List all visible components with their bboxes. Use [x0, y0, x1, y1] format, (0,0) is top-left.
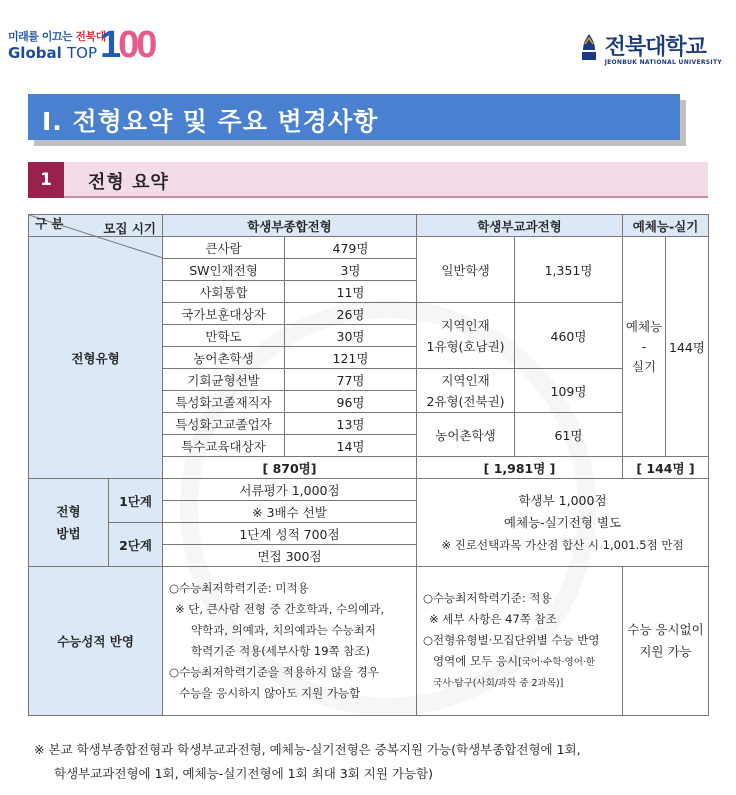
subsection-label — [64, 162, 708, 198]
slogan-brand: 전북대 — [75, 30, 106, 43]
subject-name-line2: 2유형(전북권) — [426, 393, 505, 409]
top100-one: 1 — [100, 24, 119, 66]
csat-comp-line: ○수능최저학력기준을 적용하지 않을 경우 — [169, 665, 379, 679]
subject-name-line2: 1유형(호남권) — [426, 338, 505, 354]
comp-count: 26명 — [285, 303, 417, 325]
col-header-arts: 예체능-실기 — [623, 215, 709, 237]
slogan-text: 미래를 이끄는 — [8, 30, 76, 43]
table-corner-cell — [29, 215, 163, 237]
stage1-label: 1단계 — [109, 479, 163, 523]
csat-arts-cell — [623, 567, 709, 716]
subject-count: 1,351명 — [515, 237, 623, 303]
section-title: Ⅰ. 전형요약 및 주요 변경사항 — [42, 107, 379, 136]
csat-subject-line: ○수능최저학력기준: 적용 — [423, 591, 552, 605]
arts-name — [623, 237, 666, 457]
table-header-row — [29, 215, 709, 237]
top100-zeros: 00 — [118, 24, 155, 66]
csat-comp-line: 수능을 응시하지 않아도 지원 가능함 — [179, 686, 361, 700]
csat-comprehensive-cell — [163, 567, 417, 716]
subsection-number: 1 — [28, 162, 64, 198]
comp-count: 77명 — [285, 369, 417, 391]
corner-bottom-label: 구 분 — [35, 216, 64, 231]
csat-subject-small: [국어·수학·영어·한 — [518, 657, 596, 668]
csat-subject-line: ○전형유형별·모집단위별 수능 반영 — [423, 633, 600, 647]
comp-name: 특성화고졸재직자 — [163, 391, 285, 413]
subject-count: 109명 — [515, 369, 623, 413]
comp-name: 큰사람 — [163, 237, 285, 259]
comp-count: 13명 — [285, 413, 417, 435]
col-header-subject: 학생부교과전형 — [417, 215, 623, 237]
top100-logo — [100, 24, 154, 67]
csat-subject-cell — [417, 567, 623, 716]
comp-name: 만학도 — [163, 325, 285, 347]
csat-row — [29, 567, 709, 716]
slogan-global: Global — [8, 44, 67, 62]
admission-summary-table — [28, 214, 709, 716]
method-label-1: 전형 — [56, 503, 81, 519]
csat-comp-line: 학력기준 적용(세부사항 19쪽 참조) — [191, 644, 370, 658]
arts-count: 144명 — [666, 237, 709, 457]
csat-subject-line-group — [423, 651, 616, 673]
subsection-title-bar — [28, 162, 708, 198]
subject-name-line1: 지역인재 — [441, 372, 490, 388]
comp-name: 농어촌학생 — [163, 347, 285, 369]
page-header — [0, 0, 736, 80]
total-arts: [ 144명 ] — [623, 457, 709, 479]
csat-comp-line: 약학과, 의예과, 치의예과는 수능최저 — [191, 623, 376, 637]
subject-name — [417, 369, 515, 413]
comp-name: 사회통합 — [163, 281, 285, 303]
slogan-top: TOP — [66, 44, 97, 62]
row-header-csat: 수능성적 반영 — [29, 567, 163, 716]
col-header-comprehensive: 학생부종합전형 — [163, 215, 417, 237]
csat-comp-line: ※ 단, 큰사람 전형 중 간호학과, 수의예과, — [175, 602, 385, 616]
university-name-en: JEONBUK NATIONAL UNIVERSITY — [604, 59, 722, 66]
comp-count: 30명 — [285, 325, 417, 347]
section-title-bar — [28, 94, 680, 140]
comp-count: 121명 — [285, 347, 417, 369]
arts-name-line1: 예체능 — [625, 318, 663, 334]
row-header-method — [29, 479, 109, 567]
subject-name — [417, 303, 515, 369]
csat-arts-line2: 지원 가능 — [639, 644, 692, 659]
method-label-2: 방법 — [56, 525, 81, 541]
comp-name: 기회균형선발 — [163, 369, 285, 391]
stage1-line1: 서류평가 1,000점 — [163, 479, 417, 501]
comp-name: 국가보훈대상자 — [163, 303, 285, 325]
total-comprehensive: [ 870명] — [163, 457, 417, 479]
csat-comp-line: ○수능최저학력기준: 미적용 — [169, 581, 309, 595]
comp-name: 특수교육대상자 — [163, 435, 285, 457]
footnote — [34, 738, 714, 786]
subject-method-line2: 예체능-실기전형 별도 — [503, 514, 622, 530]
comp-name: 특성화고교졸업자 — [163, 413, 285, 435]
footnote-line2: 학생부교과전형에 1회, 예체능-실기전형에 1회 최대 3회 지원 가능함) — [54, 766, 433, 781]
footnote-line1: ※ 본교 학생부종합전형과 학생부교과전형, 예체능-실기전형은 중복지원 가능(학생부종합전형에 1회, — [34, 742, 581, 757]
comp-count: 11명 — [285, 281, 417, 303]
subject-name: 일반학생 — [417, 237, 515, 303]
slogan-logo — [8, 28, 106, 62]
comp-count: 14명 — [285, 435, 417, 457]
subject-count: 460명 — [515, 303, 623, 369]
csat-subject-line: ※ 세부 사항은 47쪽 참조 — [429, 612, 557, 626]
subject-method-line1: 학생부 1,000점 — [518, 492, 607, 508]
subject-name-line1: 지역인재 — [441, 317, 490, 333]
university-name-ko: 전북대학교 — [604, 35, 706, 60]
method-row-1 — [29, 479, 709, 501]
csat-arts-line1: 수능 응시없이 — [627, 622, 704, 637]
university-logo — [605, 30, 722, 66]
csat-subject-line: 영역에 모두 응시 — [433, 654, 519, 668]
subsection-title: 전형 요약 — [88, 172, 169, 193]
total-subject: [ 1,981명 ] — [417, 457, 623, 479]
stage2-line1: 1단계 성적 700점 — [163, 523, 417, 545]
subject-name: 농어촌학생 — [417, 413, 515, 457]
subject-method-line3: ※ 진로선택과목 가산점 합산 시 1,001.5점 만점 — [441, 537, 684, 552]
arts-name-line3: 실기 — [631, 358, 657, 374]
comp-count: 479명 — [285, 237, 417, 259]
subject-count: 61명 — [515, 413, 623, 457]
csat-subject-small: 국사·탐구(사회/과학 중 2과목)] — [433, 678, 564, 689]
stage2-label: 2단계 — [109, 523, 163, 567]
university-emblem-icon — [579, 32, 599, 62]
stage2-line2: 면접 300점 — [163, 545, 417, 567]
comp-count: 96명 — [285, 391, 417, 413]
arts-name-line2: - — [641, 338, 647, 354]
comp-count: 3명 — [285, 259, 417, 281]
subject-method-cell — [417, 479, 709, 567]
comp-name: SW인재전형 — [163, 259, 285, 281]
corner-top-label: 모집 시기 — [103, 221, 156, 236]
row-header-type: 전형유형 — [29, 237, 163, 479]
stage1-line2: ※ 3배수 선발 — [163, 501, 417, 523]
